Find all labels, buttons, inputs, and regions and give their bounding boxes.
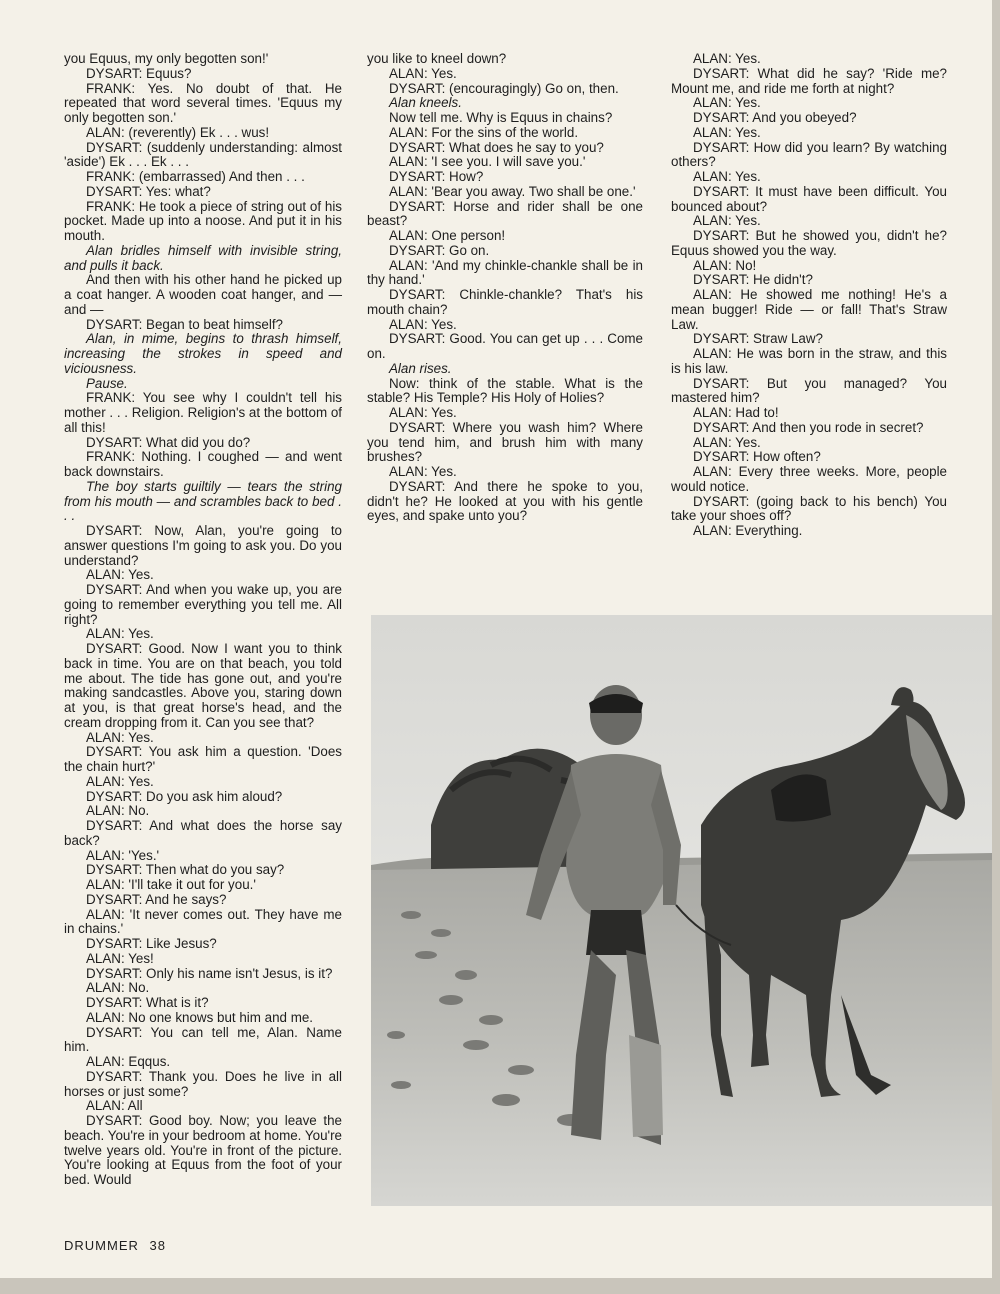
- dialogue-line: DYSART: You ask him a question. 'Does the chain hurt?': [64, 744, 342, 774]
- dialogue-line: FRANK: You see why I couldn't tell his mother . . . Religion. Religion's at the bottom of all this!: [64, 390, 342, 435]
- dialogue-line: DYSART: What does he say to you?: [389, 139, 604, 155]
- dialogue-line: ALAN: Every three weeks. More, people would notice.: [671, 464, 947, 494]
- page-number: 38: [149, 1238, 166, 1253]
- dialogue-line: DYSART: Chinkle-chankle? That's his mouth chain?: [367, 287, 643, 317]
- dialogue-line: DYSART: And when you wake up, you are going to remember everything you tell me. All right?: [64, 582, 342, 627]
- dialogue-line: DYSART: Now, Alan, you're going to answer questions I'm going to ask you. Do you understand?: [64, 523, 342, 568]
- stage-direction: Pause.: [86, 375, 128, 391]
- dialogue-line: DYSART: Good. You can get up . . . Come on.: [367, 331, 643, 361]
- dialogue-line: you like to kneel down?: [367, 51, 507, 66]
- stage-direction: The boy starts guiltily — tears the string from his mouth — and scrambles back to bed . . .: [64, 478, 342, 524]
- dialogue-line: DYSART: (encouragingly) Go on, then.: [389, 80, 619, 96]
- photo-man-leading-horse: [371, 615, 992, 1206]
- dialogue-line: DYSART: But he showed you, didn't he? Equus showed you the way.: [671, 228, 947, 258]
- dialogue-line: DYSART: Began to beat himself?: [86, 316, 284, 332]
- dialogue-line: ALAN: Yes.: [693, 434, 761, 450]
- dialogue-line: ALAN: 'I see you. I will save you.': [389, 154, 586, 170]
- dialogue-line: DYSART: Equus?: [86, 65, 192, 81]
- dialogue-line: ALAN: He showed me nothing! He's a mean bugger! Ride — or fall! That's Straw Law.: [671, 287, 947, 332]
- dialogue-line: DYSART: Good. Now I want you to think back in time. You are on that beach, you told me about. The tide has gone out, and you're making sandcastles. Above you, staring down at you, is that great horse's head, and the cream dropping from it. Can you see that?: [64, 641, 342, 730]
- stage-direction: Alan, in mime, begins to thrash himself, increasing the strokes in speed and viciousness.: [64, 331, 342, 376]
- dialogue-line: FRANK: He took a piece of string out of his pocket. Made up into a noose. And put it in his mouth.: [64, 198, 342, 243]
- dialogue-line: ALAN: Yes.: [389, 405, 457, 420]
- dialogue-line: DYSART: And there he spoke to you, didn't he? He looked at you with his gentle eyes, and spake unto you?: [367, 478, 643, 524]
- dialogue-line: ALAN: No.: [86, 803, 150, 819]
- dialogue-line: DYSART: How often?: [693, 449, 821, 465]
- dialogue-line: ALAN: One person!: [389, 228, 506, 243]
- dialogue-line: ALAN: Yes.: [86, 773, 154, 789]
- dialogue-line: DYSART: How?: [389, 169, 484, 184]
- page-footer: [64, 1238, 172, 1253]
- dialogue-line: ALAN: 'Yes.': [86, 847, 160, 863]
- dialogue-line: ALAN: (reverently) Ek . . . wus!: [86, 124, 270, 140]
- dialogue-line: DYSART: And you obeyed?: [693, 110, 857, 125]
- dialogue-line: DYSART: It must have been difficult. You bounced about?: [671, 183, 947, 214]
- dialogue-line: ALAN: Yes.: [693, 124, 761, 140]
- dialogue-line: FRANK: Yes. No doubt of that. He repeated that word several times. 'Equus my only begotten son.': [64, 80, 342, 125]
- dialogue-line: ALAN: No!: [693, 257, 757, 273]
- dialogue-line: ALAN: No one knows but him and me.: [86, 1009, 314, 1025]
- dialogue-line: DYSART: What is it?: [86, 995, 209, 1010]
- dialogue-line: DYSART: Like Jesus?: [86, 936, 217, 951]
- dialogue-line: ALAN: Everything.: [693, 523, 803, 538]
- dialogue-line: ALAN: Eqqus.: [86, 1054, 171, 1069]
- dialogue-line: ALAN: 'I'll take it out for you.': [86, 877, 256, 892]
- dialogue-line: DYSART: Horse and rider shall be one beast?: [367, 198, 643, 229]
- dialogue-line: DYSART: Go on.: [389, 242, 490, 258]
- dialogue-line: ALAN: All: [86, 1098, 143, 1114]
- dialogue-line: DYSART: You can tell me, Alan. Name him.: [64, 1024, 342, 1055]
- dialogue-line: ALAN: Had to!: [693, 405, 779, 420]
- dialogue-line: DYSART: And then you rode in secret?: [693, 419, 924, 435]
- dialogue-line: DYSART: How did you learn? By watching others?: [671, 139, 947, 170]
- dialogue-line: DYSART: He didn't?: [693, 272, 813, 288]
- dialogue-line: FRANK: Nothing. I coughed — and went back downstairs.: [64, 449, 342, 479]
- dialogue-line: DYSART: Then what do you say?: [86, 862, 285, 878]
- dialogue-line: ALAN: 'And my chinkle-chankle shall be in thy hand.': [367, 257, 643, 288]
- text-column-3: [671, 52, 947, 539]
- dialogue-line: Now: think of the stable. What is the stable? His Temple? His Holy of Holies?: [367, 375, 643, 406]
- dialogue-line: ALAN: 'It never comes out. They have me in chains.': [64, 906, 342, 937]
- text-column-1: [64, 52, 342, 1188]
- dialogue-line: DYSART: What did he say? 'Ride me? Mount me, and ride me forth at night?: [671, 65, 947, 96]
- dialogue-line: DYSART: (going back to his bench) You take your shoes off?: [671, 493, 947, 524]
- stage-direction: Alan bridles himself with invisible string, and pulls it back.: [64, 242, 342, 273]
- dialogue-line: ALAN: Yes.: [86, 729, 154, 745]
- dialogue-line: DYSART: And he says?: [86, 891, 227, 907]
- dialogue-line: ALAN: For the sins of the world.: [389, 124, 579, 140]
- dialogue-line: DYSART: And what does the horse say back?: [64, 818, 342, 848]
- dialogue-line: ALAN: 'Bear you away. Two shall be one.': [389, 183, 636, 199]
- dialogue-line: DYSART: But you managed? You mastered him?: [671, 375, 947, 406]
- dialogue-line: Now tell me. Why is Equus in chains?: [389, 110, 613, 125]
- text-column-2: [367, 52, 643, 524]
- dialogue-line: DYSART: Where you wash him? Where you tend him, and brush him with many brushes?: [367, 419, 643, 465]
- dialogue-line: DYSART: Only his name isn't Jesus, is it?: [86, 965, 333, 981]
- dialogue-line: ALAN: No.: [86, 980, 150, 996]
- dialogue-line: ALAN: He was born in the straw, and this is his law.: [671, 346, 947, 376]
- magazine-name: DRUMMER: [64, 1238, 139, 1253]
- stage-direction: Alan rises.: [389, 360, 452, 376]
- dialogue-line: DYSART: Thank you. Does he live in all horses or just some?: [64, 1068, 342, 1099]
- dialogue-line: ALAN: Yes.: [389, 464, 457, 479]
- dialogue-line: ALAN: Yes.: [693, 213, 761, 229]
- dialogue-line: ALAN: Yes.: [86, 567, 154, 583]
- stage-direction: Alan kneels.: [389, 95, 462, 111]
- dialogue-line: you Equus, my only begotten son!': [64, 51, 269, 66]
- dialogue-line: ALAN: Yes.: [693, 169, 761, 184]
- dialogue-line: ALAN: Yes!: [86, 950, 154, 966]
- dialogue-line: ALAN: Yes.: [86, 626, 154, 642]
- dialogue-line: DYSART: What did you do?: [86, 434, 251, 450]
- dialogue-line: And then with his other hand he picked up a coat hanger. A wooden coat hanger, and — and —: [64, 272, 342, 317]
- dialogue-line: DYSART: Yes: what?: [86, 183, 211, 199]
- dialogue-line: ALAN: Yes.: [389, 65, 457, 81]
- dialogue-line: DYSART: Do you ask him aloud?: [86, 788, 283, 804]
- dialogue-line: DYSART: Good boy. Now; you leave the beach. You're in your bedroom at home. You're twelve years old. You're in front of the picture. You're looking at Equus from the foot of your bed. Would: [64, 1113, 342, 1187]
- dialogue-line: ALAN: Yes.: [389, 316, 457, 332]
- dialogue-line: ALAN: Yes.: [693, 51, 761, 66]
- dialogue-line: ALAN: Yes.: [693, 95, 761, 111]
- dialogue-line: DYSART: (suddenly understanding: almost 'aside') Ek . . . Ek . . .: [64, 139, 342, 170]
- dialogue-line: FRANK: (embarrassed) And then . . .: [86, 169, 305, 184]
- dialogue-line: DYSART: Straw Law?: [693, 331, 823, 347]
